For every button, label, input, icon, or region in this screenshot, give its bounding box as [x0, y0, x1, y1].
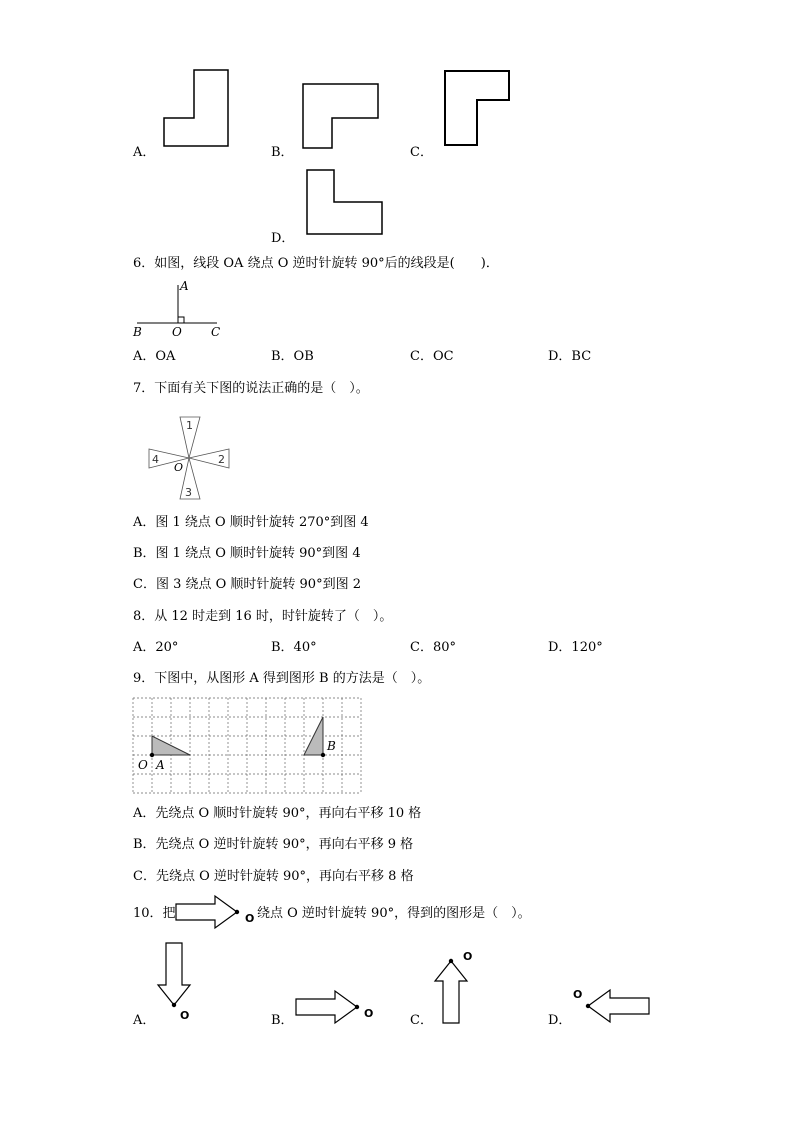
q9-option-b[interactable]: B．先绕点 O 逆时针旋转 90°，再向右平移 9 格 [133, 837, 414, 852]
q8-option-a[interactable]: A．20° [133, 640, 179, 655]
q6-label-a: A [180, 279, 189, 293]
q6-label-c: C [211, 325, 221, 339]
q10-stem-prefix: 10．把 [133, 906, 176, 921]
q6-label-o: O [172, 325, 182, 339]
arrow-down-icon[interactable] [154, 940, 196, 1010]
q8-stem: 8．从 12 时走到 16 时，时针旋转了（ ）。 [133, 609, 393, 624]
q9-label-b: B [327, 739, 336, 753]
q7-option-a[interactable]: A．图 1 绕点 O 顺时针旋转 270°到图 4 [133, 515, 369, 530]
q9-label-a: A [156, 758, 165, 772]
q7-label-1: 1 [186, 419, 193, 432]
q10-option-b-o: O [364, 1007, 374, 1020]
arrow-right-icon[interactable] [293, 988, 365, 1026]
q9-option-a[interactable]: A．先绕点 O 顺时针旋转 90°，再向右平移 10 格 [133, 806, 422, 821]
q10-option-a-letter[interactable]: A． [133, 1013, 156, 1028]
q10-option-c-o: O [463, 950, 473, 963]
q10-option-d-letter[interactable]: D． [548, 1013, 572, 1028]
q5-option-c-figure [442, 68, 514, 150]
q7-option-b[interactable]: B．图 1 绕点 O 顺时针旋转 90°到图 4 [133, 546, 361, 561]
q7-option-c[interactable]: C．图 3 绕点 O 顺时针旋转 90°到图 2 [133, 577, 361, 592]
q7-stem: 7．下面有关下图的说法正确的是（ ）。 [133, 381, 369, 396]
q6-option-b[interactable]: B．OB [271, 349, 314, 364]
q7-label-2: 2 [218, 453, 225, 466]
q7-label-3: 3 [185, 486, 192, 499]
q10-stem-suffix: 绕点 O 逆时针旋转 90°，得到的图形是（ ）。 [257, 906, 531, 921]
q9-stem: 9．下图中，从图形 A 得到图形 B 的方法是（ ）。 [133, 671, 431, 686]
q8-option-d[interactable]: D．120° [548, 640, 603, 655]
q7-label-o: O [174, 461, 184, 474]
q10-option-d-o: O [573, 988, 583, 1001]
q10-option-b-letter[interactable]: B． [271, 1013, 294, 1028]
q6-stem: 6．如图，线段 OA 绕点 O 逆时针旋转 90°后的线段是( )． [133, 256, 499, 271]
q5-option-c-letter[interactable]: C． [410, 145, 433, 160]
q8-option-b[interactable]: B．40° [271, 640, 317, 655]
q10-option-c-letter[interactable]: C． [410, 1013, 433, 1028]
q8-option-c[interactable]: C．80° [410, 640, 456, 655]
q5-option-b-figure [300, 82, 382, 152]
q6-option-c[interactable]: C．OC [410, 349, 454, 364]
q5-option-b-letter[interactable]: B． [271, 145, 294, 160]
q10-stem-point-label: O [245, 912, 255, 925]
q5-option-d-letter[interactable]: D． [271, 231, 295, 246]
q10-option-a-o: O [180, 1009, 190, 1022]
q6-option-a[interactable]: A．OA [133, 349, 176, 364]
q5-option-d-figure [304, 168, 386, 238]
q6-option-d[interactable]: D．BC [548, 349, 592, 364]
q9-option-c[interactable]: C．先绕点 O 逆时针旋转 90°，再向右平移 8 格 [133, 869, 414, 884]
q9-label-o: O [138, 758, 148, 772]
q7-label-4: 4 [152, 453, 159, 466]
arrow-left-icon[interactable] [583, 987, 655, 1025]
q5-option-a-figure [160, 68, 232, 150]
q6-label-b: B [133, 325, 142, 339]
q5-option-a-letter[interactable]: A． [133, 145, 156, 160]
q10-arrow-right-icon [173, 893, 243, 931]
arrow-up-icon[interactable] [431, 956, 473, 1026]
